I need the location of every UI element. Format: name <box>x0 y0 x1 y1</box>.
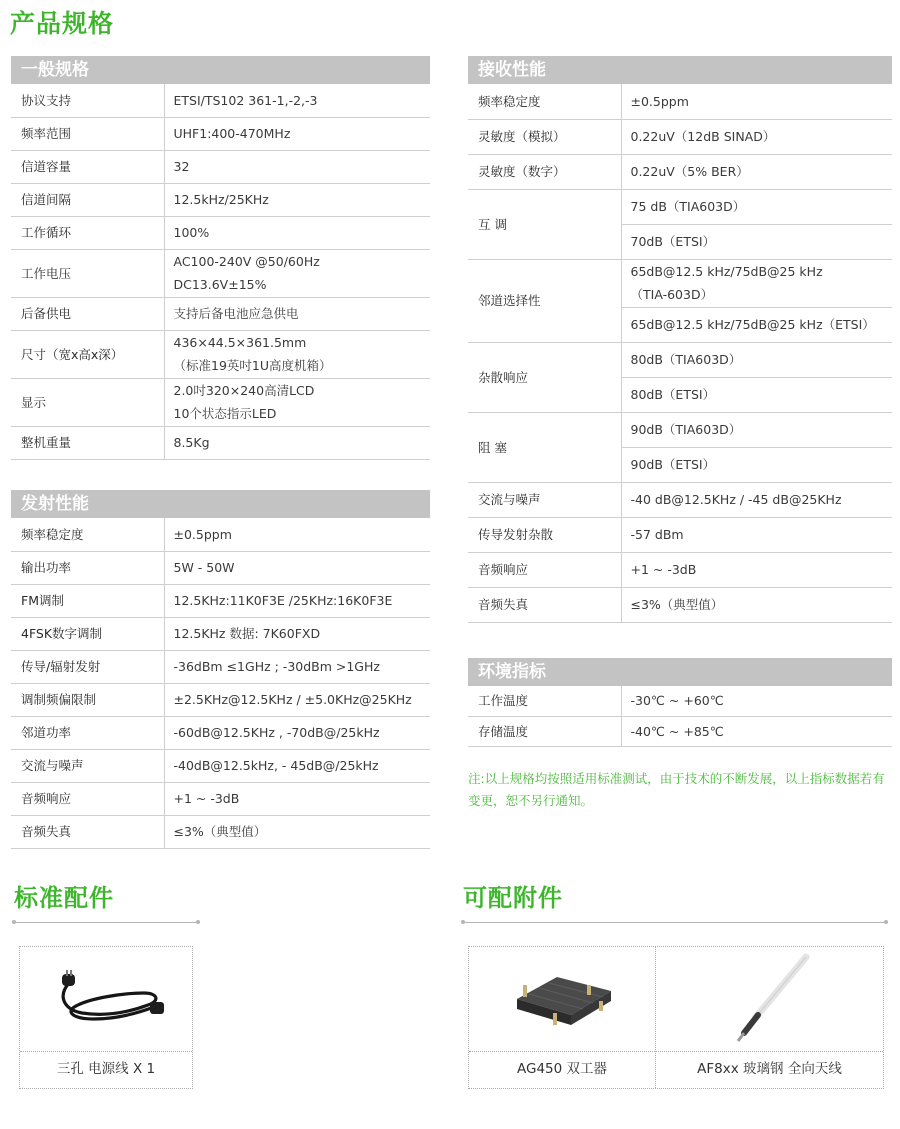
transmit-spec-table <box>11 518 430 849</box>
spec-value <box>621 307 892 342</box>
spec-value <box>621 552 892 587</box>
spec-key: 音频响应 <box>11 782 164 815</box>
spec-key: 互 调 <box>468 189 621 259</box>
spec-value-line: -40℃ ~ +85℃ <box>630 723 724 739</box>
spec-key: 调制频偏限制 <box>11 683 164 716</box>
spec-value <box>621 447 892 482</box>
spec-row <box>11 378 430 426</box>
environment-spec-table <box>468 686 892 747</box>
spec-row <box>468 412 892 447</box>
spec-row <box>11 518 430 551</box>
spec-value-line: ±2.5KHz@12.5KHz / ±5.0KHz@25KHz <box>173 692 412 707</box>
spec-value <box>621 154 892 189</box>
general-spec-block <box>11 56 430 460</box>
spec-value-line: -36dBm ≤1GHz ; -30dBm >1GHz <box>173 659 380 674</box>
spec-value-line: 80dB（ETSI） <box>630 387 716 402</box>
spec-value <box>164 815 430 848</box>
spec-value <box>164 117 430 150</box>
spec-key: 交流与噪声 <box>468 482 621 517</box>
general-spec-header: 一般规格 <box>11 56 430 84</box>
spec-key: 显示 <box>11 378 164 426</box>
spec-value <box>164 84 430 117</box>
standard-accessories-title: 标准配件 <box>14 884 114 912</box>
spec-row <box>11 782 430 815</box>
spec-value-line: 12.5KHz:11K0F3E /25KHz:16K0F3E <box>173 593 393 608</box>
spec-value-line: 436×44.5×361.5mm <box>173 335 307 350</box>
spec-value-line: -60dB@12.5KHz , -70dB@/25kHz <box>173 725 380 740</box>
spec-value <box>164 330 430 378</box>
spec-value-line: 2.0吋320×240高清LCD <box>173 383 315 398</box>
receive-spec-header: 接收性能 <box>468 56 892 84</box>
spec-value-line: ±0.5ppm <box>173 526 232 542</box>
spec-value <box>621 377 892 412</box>
spec-row <box>11 683 430 716</box>
spec-value-line: 70dB（ETSI） <box>630 234 716 249</box>
spec-value <box>164 716 430 749</box>
spec-row <box>11 330 430 378</box>
environment-spec-header: 环境指标 <box>468 658 892 686</box>
spec-value-line: +1 ~ -3dB <box>173 791 240 806</box>
spec-value <box>621 84 892 119</box>
spec-row <box>11 815 430 848</box>
spec-value <box>164 150 430 183</box>
spec-value <box>621 686 892 716</box>
spec-key: 频率稳定度 <box>468 84 621 119</box>
spec-value <box>164 216 430 249</box>
spec-key: 邻道选择性 <box>468 259 621 342</box>
spec-row <box>11 617 430 650</box>
spec-key: 输出功率 <box>11 551 164 584</box>
optional-accessories-box <box>468 946 884 1089</box>
spec-value-line: UHF1:400-470MHz <box>173 126 291 141</box>
spec-value <box>164 551 430 584</box>
spec-row <box>468 342 892 377</box>
spec-value <box>164 249 430 297</box>
spec-value <box>164 683 430 716</box>
spec-key: 工作温度 <box>468 686 621 716</box>
spec-value <box>621 224 892 259</box>
accessory-card-duplexer <box>469 947 655 1088</box>
spec-row <box>11 749 430 782</box>
spec-row <box>11 716 430 749</box>
optional-accessories-title: 可配附件 <box>463 884 563 912</box>
spec-key: 阻 塞 <box>468 412 621 482</box>
spec-key: 交流与噪声 <box>11 749 164 782</box>
spec-value <box>164 183 430 216</box>
spec-value-line: 支持后备电池应急供电 <box>173 306 299 321</box>
spec-row <box>11 150 430 183</box>
spec-row <box>468 587 892 622</box>
spec-key: 尺寸（宽x高x深） <box>11 330 164 378</box>
spec-value <box>621 412 892 447</box>
spec-value-line: 10个状态指示LED <box>173 406 277 421</box>
standard-accessories-rule <box>14 922 198 923</box>
spec-value-line: 32 <box>173 159 190 174</box>
spec-value-line: ±0.5ppm <box>630 93 689 109</box>
spec-value <box>164 518 430 551</box>
spec-value-line: ≤3%（典型值） <box>630 597 724 612</box>
spec-key: 信道间隔 <box>11 183 164 216</box>
spec-key: 工作电压 <box>11 249 164 297</box>
spec-row <box>11 249 430 297</box>
spec-value <box>164 378 430 426</box>
spec-value-line: -30℃ ~ +60℃ <box>630 693 724 709</box>
spec-value <box>621 259 892 307</box>
accessory-label: AG450 双工器 <box>516 1061 608 1077</box>
spec-value <box>164 617 430 650</box>
accessory-label: AF8xx 玻璃钢 全向天线 <box>697 1061 842 1077</box>
spec-row <box>468 84 892 119</box>
spec-key: 频率范围 <box>11 117 164 150</box>
spec-key: 整机重量 <box>11 426 164 459</box>
spec-row <box>468 716 892 746</box>
spec-value-line: 75 dB（TIA603D） <box>630 199 746 214</box>
power-cord-icon <box>20 947 192 1051</box>
spec-value <box>621 342 892 377</box>
spec-value <box>164 426 430 459</box>
spec-key: 频率稳定度 <box>11 518 164 551</box>
page-title: 产品规格 <box>10 9 115 38</box>
duplexer-icon <box>469 947 655 1051</box>
spec-key: 传导发射杂散 <box>468 517 621 552</box>
transmit-spec-header: 发射性能 <box>11 490 430 518</box>
spec-key: 杂散响应 <box>468 342 621 412</box>
spec-value-line: 65dB@12.5 kHz/75dB@25 kHz（ETSI） <box>630 317 875 332</box>
spec-key: 工作循环 <box>11 216 164 249</box>
spec-key: 音频失真 <box>11 815 164 848</box>
spec-value <box>164 782 430 815</box>
spec-key: 灵敏度（模拟） <box>468 119 621 154</box>
spec-value-line: 100% <box>173 225 210 240</box>
spec-value <box>621 482 892 517</box>
spec-value-line: +1 ~ -3dB <box>630 562 697 577</box>
spec-value-line: 90dB（TIA603D） <box>630 422 742 437</box>
spec-value-line: 8.5Kg <box>173 435 210 450</box>
spec-value <box>621 716 892 746</box>
disclaimer-note: 注:以上规格均按照适用标准测试，由于技术的不断发展，以上指标数据若有变更，恕不另行通知。 <box>468 771 885 808</box>
spec-row <box>468 686 892 716</box>
spec-row <box>468 259 892 307</box>
spec-value-line: 12.5kHz/25KHz <box>173 192 269 207</box>
spec-value-line: 12.5KHz 数据: 7K60FXD <box>173 626 321 641</box>
spec-value-line: -40dB@12.5kHz, - 45dB@/25kHz <box>173 758 379 773</box>
receive-spec-table <box>468 84 892 623</box>
optional-accessories-rule <box>463 922 886 923</box>
spec-value-line: DC13.6V±15% <box>173 277 267 292</box>
spec-row <box>11 183 430 216</box>
spec-value-line: AC100-240V @50/60Hz <box>173 254 320 269</box>
spec-row <box>468 189 892 224</box>
spec-row <box>468 119 892 154</box>
spec-value-line: ≤3%（典型值） <box>173 824 267 839</box>
spec-value-line: 0.22uV（12dB SINAD） <box>630 129 776 144</box>
antenna-icon <box>656 947 883 1051</box>
environment-spec-block <box>468 658 892 747</box>
transmit-spec-block <box>11 490 430 849</box>
spec-value <box>164 749 430 782</box>
spec-row <box>468 552 892 587</box>
accessory-card-antenna <box>655 947 883 1088</box>
spec-value <box>621 119 892 154</box>
spec-value <box>621 587 892 622</box>
spec-value-line: （标准19英吋1U高度机箱） <box>173 358 332 373</box>
spec-key: 音频失真 <box>468 587 621 622</box>
spec-value <box>621 189 892 224</box>
spec-row <box>11 216 430 249</box>
accessory-label: 三孔 电源线 X 1 <box>56 1061 156 1077</box>
spec-value-line: 65dB@12.5 kHz/75dB@25 kHz <box>630 264 823 279</box>
spec-value-line: 90dB（ETSI） <box>630 457 716 472</box>
spec-row <box>468 154 892 189</box>
spec-value <box>621 517 892 552</box>
spec-row <box>11 426 430 459</box>
spec-row <box>11 84 430 117</box>
spec-value-line: -40 dB@12.5KHz / -45 dB@25KHz <box>630 492 842 507</box>
spec-key: 4FSK数字调制 <box>11 617 164 650</box>
spec-value-line: （TIA-603D） <box>630 287 714 302</box>
spec-key: 后备供电 <box>11 297 164 330</box>
spec-key: 协议支持 <box>11 84 164 117</box>
spec-value <box>164 584 430 617</box>
standard-accessories-box <box>19 946 193 1089</box>
spec-key: 传导/辐射发射 <box>11 650 164 683</box>
spec-value <box>164 650 430 683</box>
spec-value-line: 80dB（TIA603D） <box>630 352 742 367</box>
spec-row <box>11 650 430 683</box>
spec-key: 灵敏度（数字） <box>468 154 621 189</box>
spec-row <box>11 551 430 584</box>
spec-value <box>164 297 430 330</box>
accessory-card-power-cord <box>20 947 192 1088</box>
spec-row <box>468 517 892 552</box>
spec-row <box>11 584 430 617</box>
spec-key: 音频响应 <box>468 552 621 587</box>
receive-spec-block <box>468 56 892 623</box>
spec-row <box>11 117 430 150</box>
spec-value-line: 5W - 50W <box>173 560 235 575</box>
spec-value-line: -57 dBm <box>630 527 684 542</box>
spec-key: FM调制 <box>11 584 164 617</box>
general-spec-table <box>11 84 430 460</box>
spec-row <box>468 482 892 517</box>
spec-key: 邻道功率 <box>11 716 164 749</box>
spec-value-line: 0.22uV（5% BER） <box>630 164 749 179</box>
spec-key: 存储温度 <box>468 716 621 746</box>
spec-key: 信道容量 <box>11 150 164 183</box>
spec-value-line: ETSI/TS102 361-1,-2,-3 <box>173 92 318 108</box>
spec-row <box>11 297 430 330</box>
